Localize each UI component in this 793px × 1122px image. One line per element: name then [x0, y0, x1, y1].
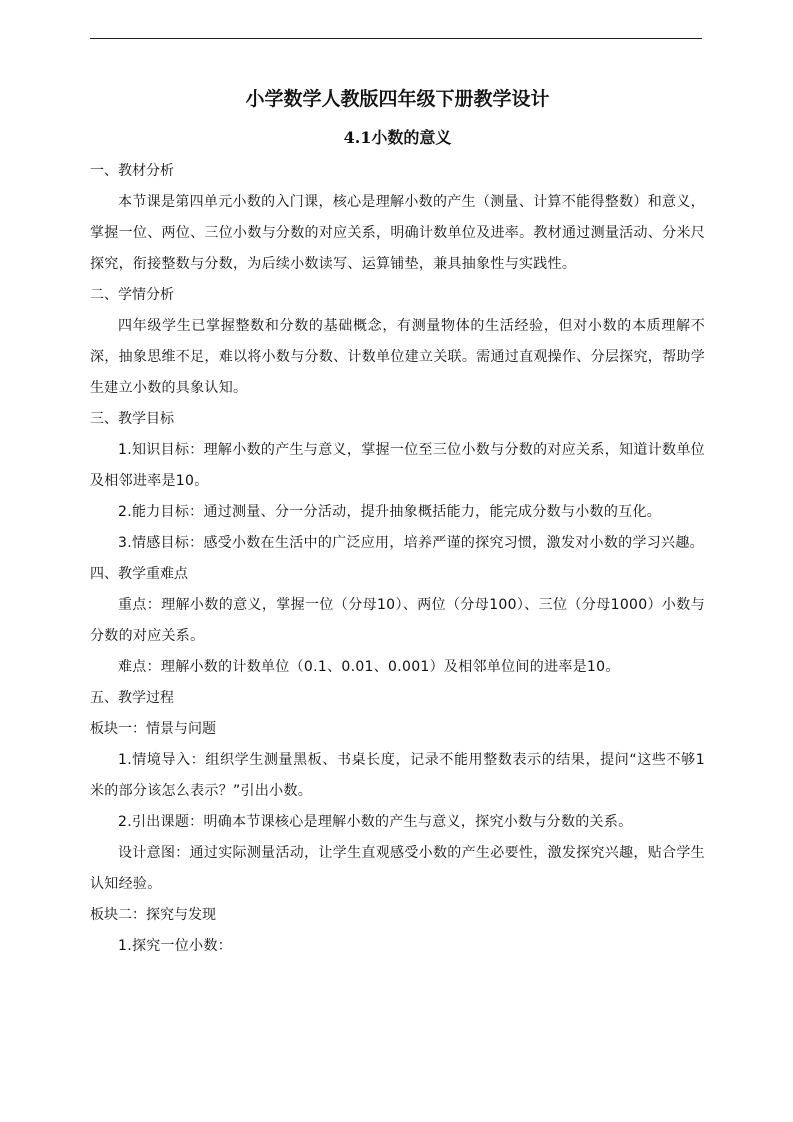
key-point: 重点：理解小数的意义，掌握一位（分母10）、两位（分母100）、三位（分母1000）小数与分数的对应关系。: [90, 597, 705, 644]
section-heading-process: 五、教学过程: [90, 690, 174, 706]
paragraph-students: 四年级学生已掌握整数和分数的基础概念，有测量物体的生活经验，但对小数的本质理解不深，抽象思维不足，难以将小数与分数、计数单位建立关联。需通过直观操作、分层探究，帮助学生建立小数的具象认知。: [90, 318, 705, 396]
section-heading-goals: 三、教学目标: [90, 411, 174, 427]
document-title: 小学数学人教版四年级下册教学设计: [245, 88, 550, 110]
section-heading-students: 二、学情分析: [90, 287, 174, 303]
process-item: 1.探究一位小数：: [118, 938, 233, 954]
goal-item: 2.能力目标：通过测量、分一分活动，提升抽象概括能力，能完成分数与小数的互化。: [118, 504, 662, 520]
goal-item: 1.知识目标：理解小数的产生与意义，掌握一位至三位小数与分数的对应关系，知道计数单位及相邻进率是10。: [90, 442, 705, 489]
process-item: 1.情境导入：组织学生测量黑板、书桌长度，记录不能用整数表示的结果，提问“这些不够1米的部分该怎么表示？”引出小数。: [90, 752, 705, 799]
document-body: [90, 82, 705, 962]
block-heading: 板块二：探究与发现: [90, 907, 216, 923]
header-rule: [90, 38, 702, 39]
section-heading-key-points: 四、教学重难点: [90, 566, 188, 582]
section-heading-analysis: 一、教材分析: [90, 163, 174, 179]
design-intent: 设计意图：通过实际测量活动，让学生直观感受小数的产生必要性，激发探究兴趣，贴合学生认知经验。: [90, 845, 705, 892]
lesson-title: 4.1小数的意义: [343, 128, 452, 147]
paragraph-analysis: 本节课是第四单元小数的入门课，核心是理解小数的产生（测量、计算不能得整数）和意义，掌握一位、两位、三位小数与分数的对应关系，明确计数单位及进率。教材通过测量活动、分米尺探究，衔接整数与分数，为后续小数读写、运算铺垫，兼具抽象性与实践性。: [90, 194, 705, 272]
goal-item: 3.情感目标：感受小数在生活中的广泛应用，培养严谨的探究习惯，激发对小数的学习兴趣。: [118, 535, 704, 551]
process-item: 2.引出课题：明确本节课核心是理解小数的产生与意义，探究小数与分数的关系。: [118, 814, 633, 830]
difficult-point: 难点：理解小数的计数单位（0.1、0.01、0.001）及相邻单位间的进率是10。: [118, 659, 620, 675]
block-heading: 板块一：情景与问题: [90, 721, 216, 737]
